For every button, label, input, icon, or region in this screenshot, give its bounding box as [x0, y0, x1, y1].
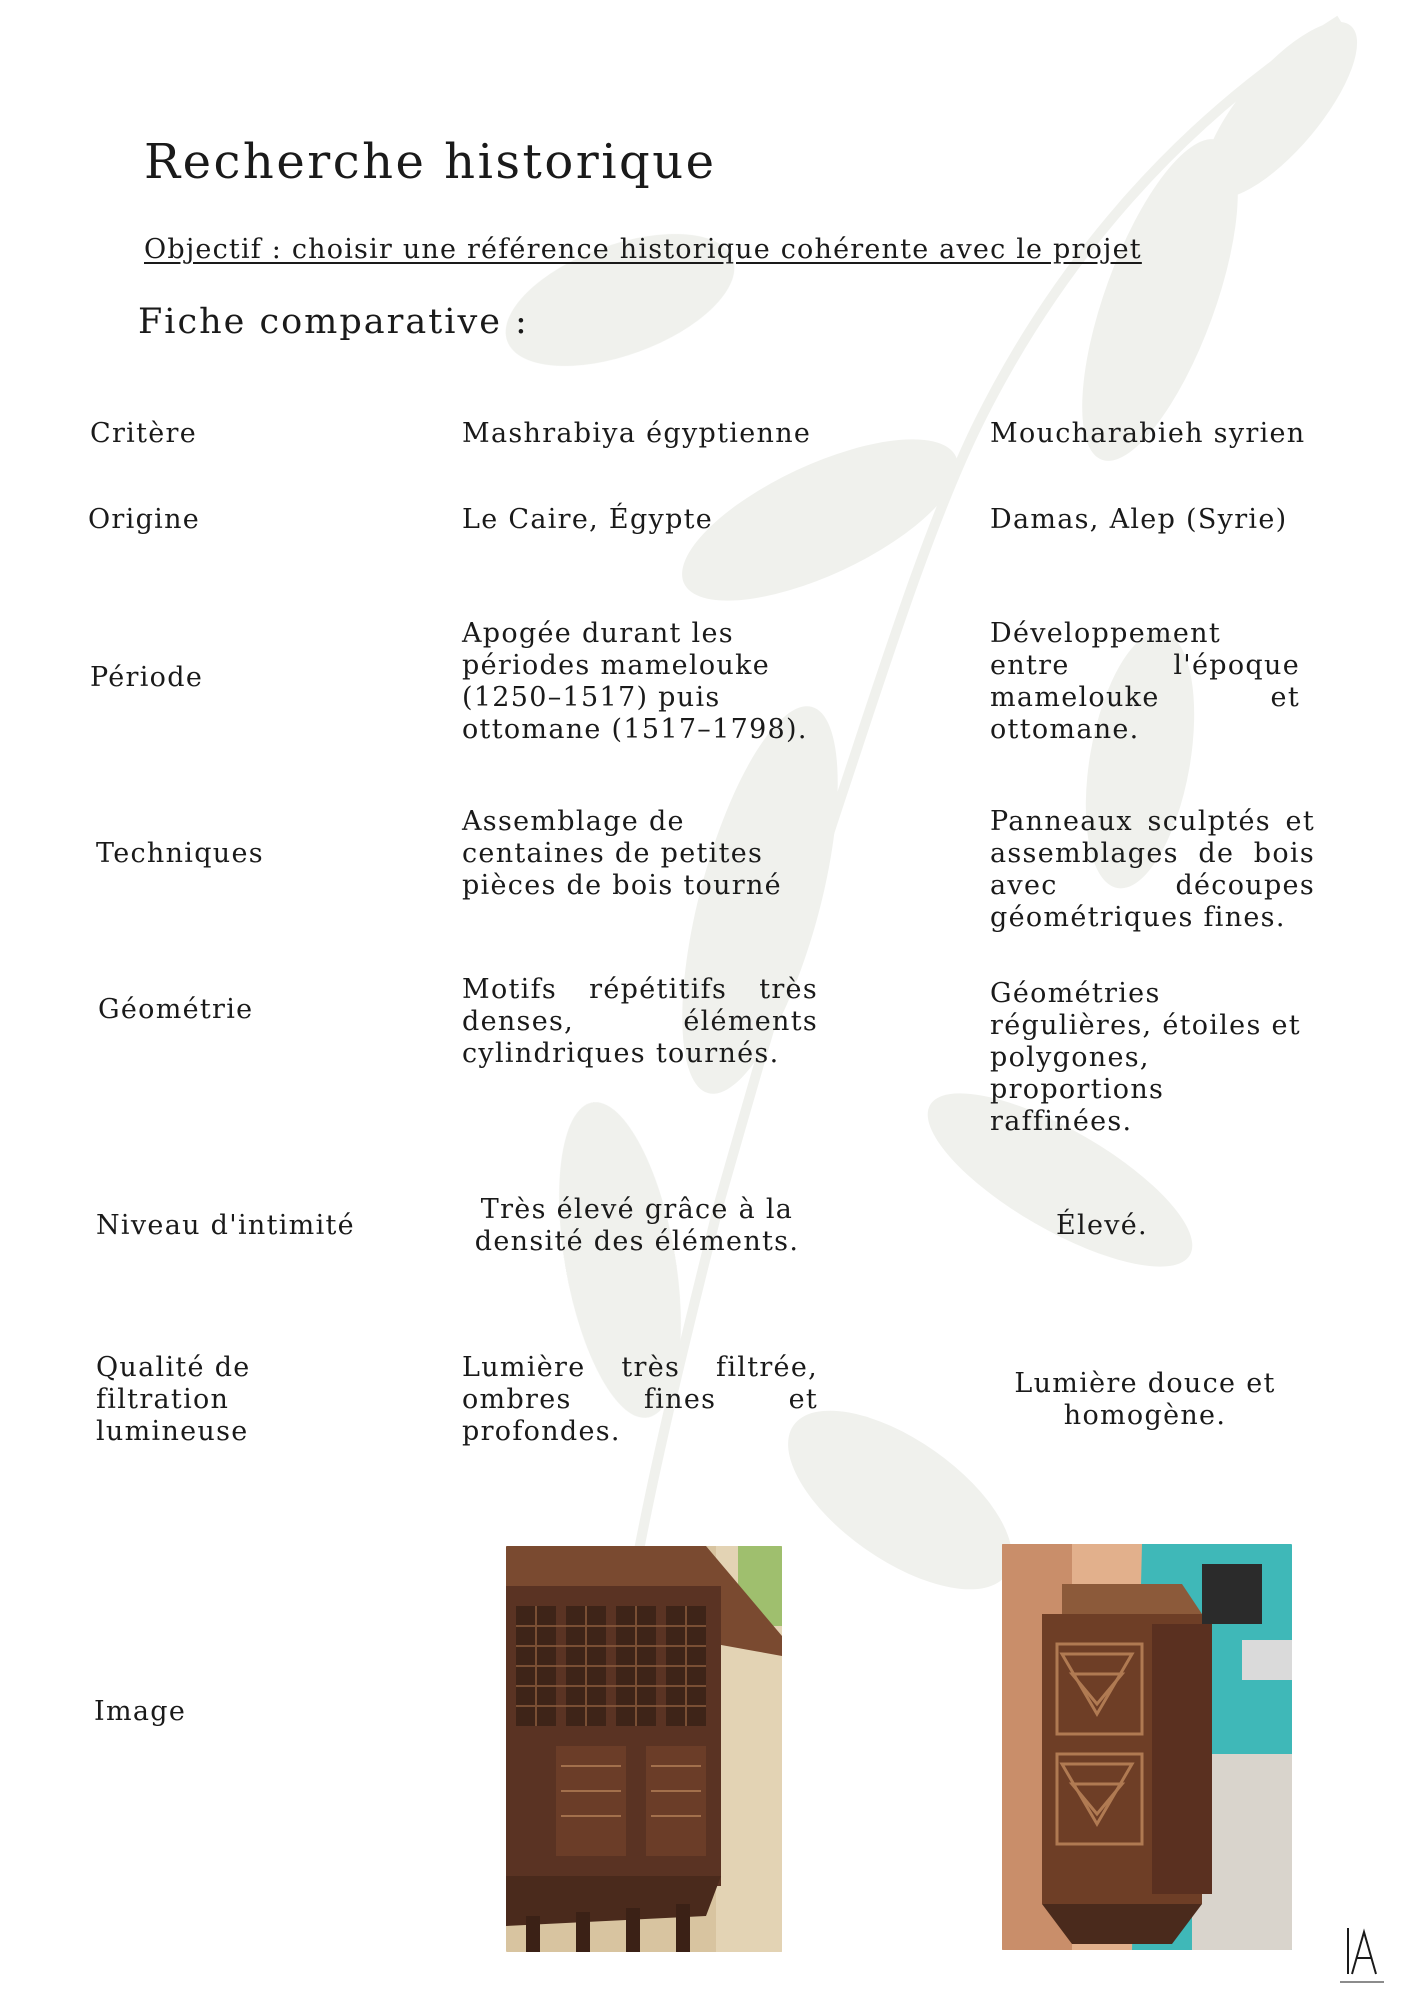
row-label-image: Image	[94, 1696, 187, 1727]
column-header-syrian: Moucharabieh syrien	[990, 418, 1306, 449]
cell-filtration-egyptian: Lumière très filtrée, ombres fines et profondes.	[462, 1352, 818, 1447]
cell-geometrie-egyptian: Motifs répétitifs très denses, éléments cylindriques tournés.	[462, 974, 818, 1069]
cell-periode-syrian: Développement entre l'époque mamelouke et ottomane.	[990, 618, 1300, 745]
moucharabieh-syrian-photo	[1002, 1544, 1292, 1950]
row-label-origine: Origine	[88, 504, 201, 535]
cell-filtration-syrian: Lumière douce et homogène.	[1014, 1368, 1276, 1431]
cell-intimite-syrian: Élevé.	[1056, 1210, 1148, 1241]
cell-intimite-egyptian: Très élevé grâce à la densité des éléments.	[474, 1194, 800, 1257]
column-header-criterion: Critère	[90, 418, 198, 449]
cell-periode-egyptian: Apogée durant les périodes mamelouke (1250–1517) puis ottomane (1517–1798).	[462, 618, 808, 745]
row-label-techniques: Techniques	[96, 838, 264, 869]
column-header-egyptian: Mashrabiya égyptienne	[462, 418, 812, 449]
row-label-geometrie: Géométrie	[98, 994, 254, 1025]
cell-origine-syrian: Damas, Alep (Syrie)	[990, 504, 1288, 535]
row-label-filtration: Qualité de filtration lumineuse	[96, 1352, 251, 1447]
page-title: Recherche historique	[144, 134, 717, 190]
cell-geometrie-syrian: Géométries régulières, étoiles et polygones, proportions raffinées.	[990, 978, 1301, 1137]
objective-line: Objectif : choisir une référence historique cohérente avec le projet	[144, 234, 1142, 265]
mashrabiya-egyptian-photo	[506, 1546, 782, 1952]
cell-techniques-syrian: Panneaux sculptés et assemblages de bois avec découpes géométriques fines.	[990, 806, 1315, 933]
row-label-periode: Période	[90, 662, 204, 693]
ha-monogram-logo	[1334, 1924, 1390, 1990]
cell-origine-egyptian: Le Caire, Égypte	[462, 504, 714, 535]
cell-techniques-egyptian: Assemblage de centaines de petites pièces de bois tourné	[462, 806, 782, 901]
row-label-intimite: Niveau d'intimité	[96, 1210, 355, 1241]
section-subtitle: Fiche comparative :	[138, 302, 529, 342]
